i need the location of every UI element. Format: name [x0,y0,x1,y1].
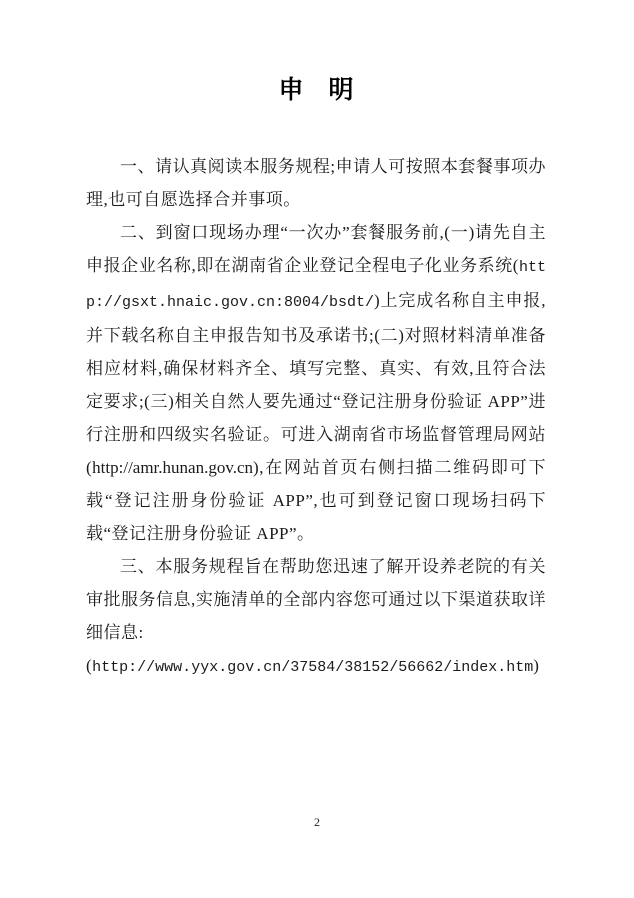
paragraph-1: 一、请认真阅读本服务规程;申请人可按照本套餐事项办理,也可自愿选择合并事项。 [86,157,546,209]
paren-close: ) [533,656,540,675]
paragraph-2-segment-3: ),在网站首页右侧扫描二维码即可下载“登记注册身份验证 APP”,也可到登记窗口现场扫码下载“登记注册身份验证 APP”。 [86,458,546,543]
url-text-yyx-gov: http://www.yyx.gov.cn/37584/38152/56662/index.htm [92,659,534,676]
paragraph-3: 三、本服务规程旨在帮助您迅速了解开设养老院的有关审批服务信息,实施清单的全部内容您可通过以下渠道获取详细信息: [86,557,546,642]
page-number: 2 [314,815,320,829]
paragraph-2 [86,216,546,550]
url-text-hnaic-bsdt: http://gsxt.hnaic.gov.cn:8004/bsdt/ [86,259,546,311]
paragraph-2-segment-1: 二、到窗口现场办理“一次办”套餐服务前,(一)请先自主申报企业名称,即在湖南省企业登记全程电子化业务系统( [86,223,546,275]
page-title: 申 明 [278,77,354,104]
url-text-amr-hunan: http://amr.hunan.gov.cn [92,458,254,477]
paren-open: ( [86,656,93,675]
paragraph-4-url-line [86,649,546,684]
paragraph-2-segment-2: )上完成名称自主申报,并下载名称自主申报告知书及承诺书;(二)对照材料清单准备相应材料,确保材料齐全、填写完整、真实、有效,且符合法定要求;(三)相关自然人要先通过“登记注册身份验证 APP”进行注册和四级实名验证。可进入湖南省市场监督管理局网站( [86,291,546,477]
